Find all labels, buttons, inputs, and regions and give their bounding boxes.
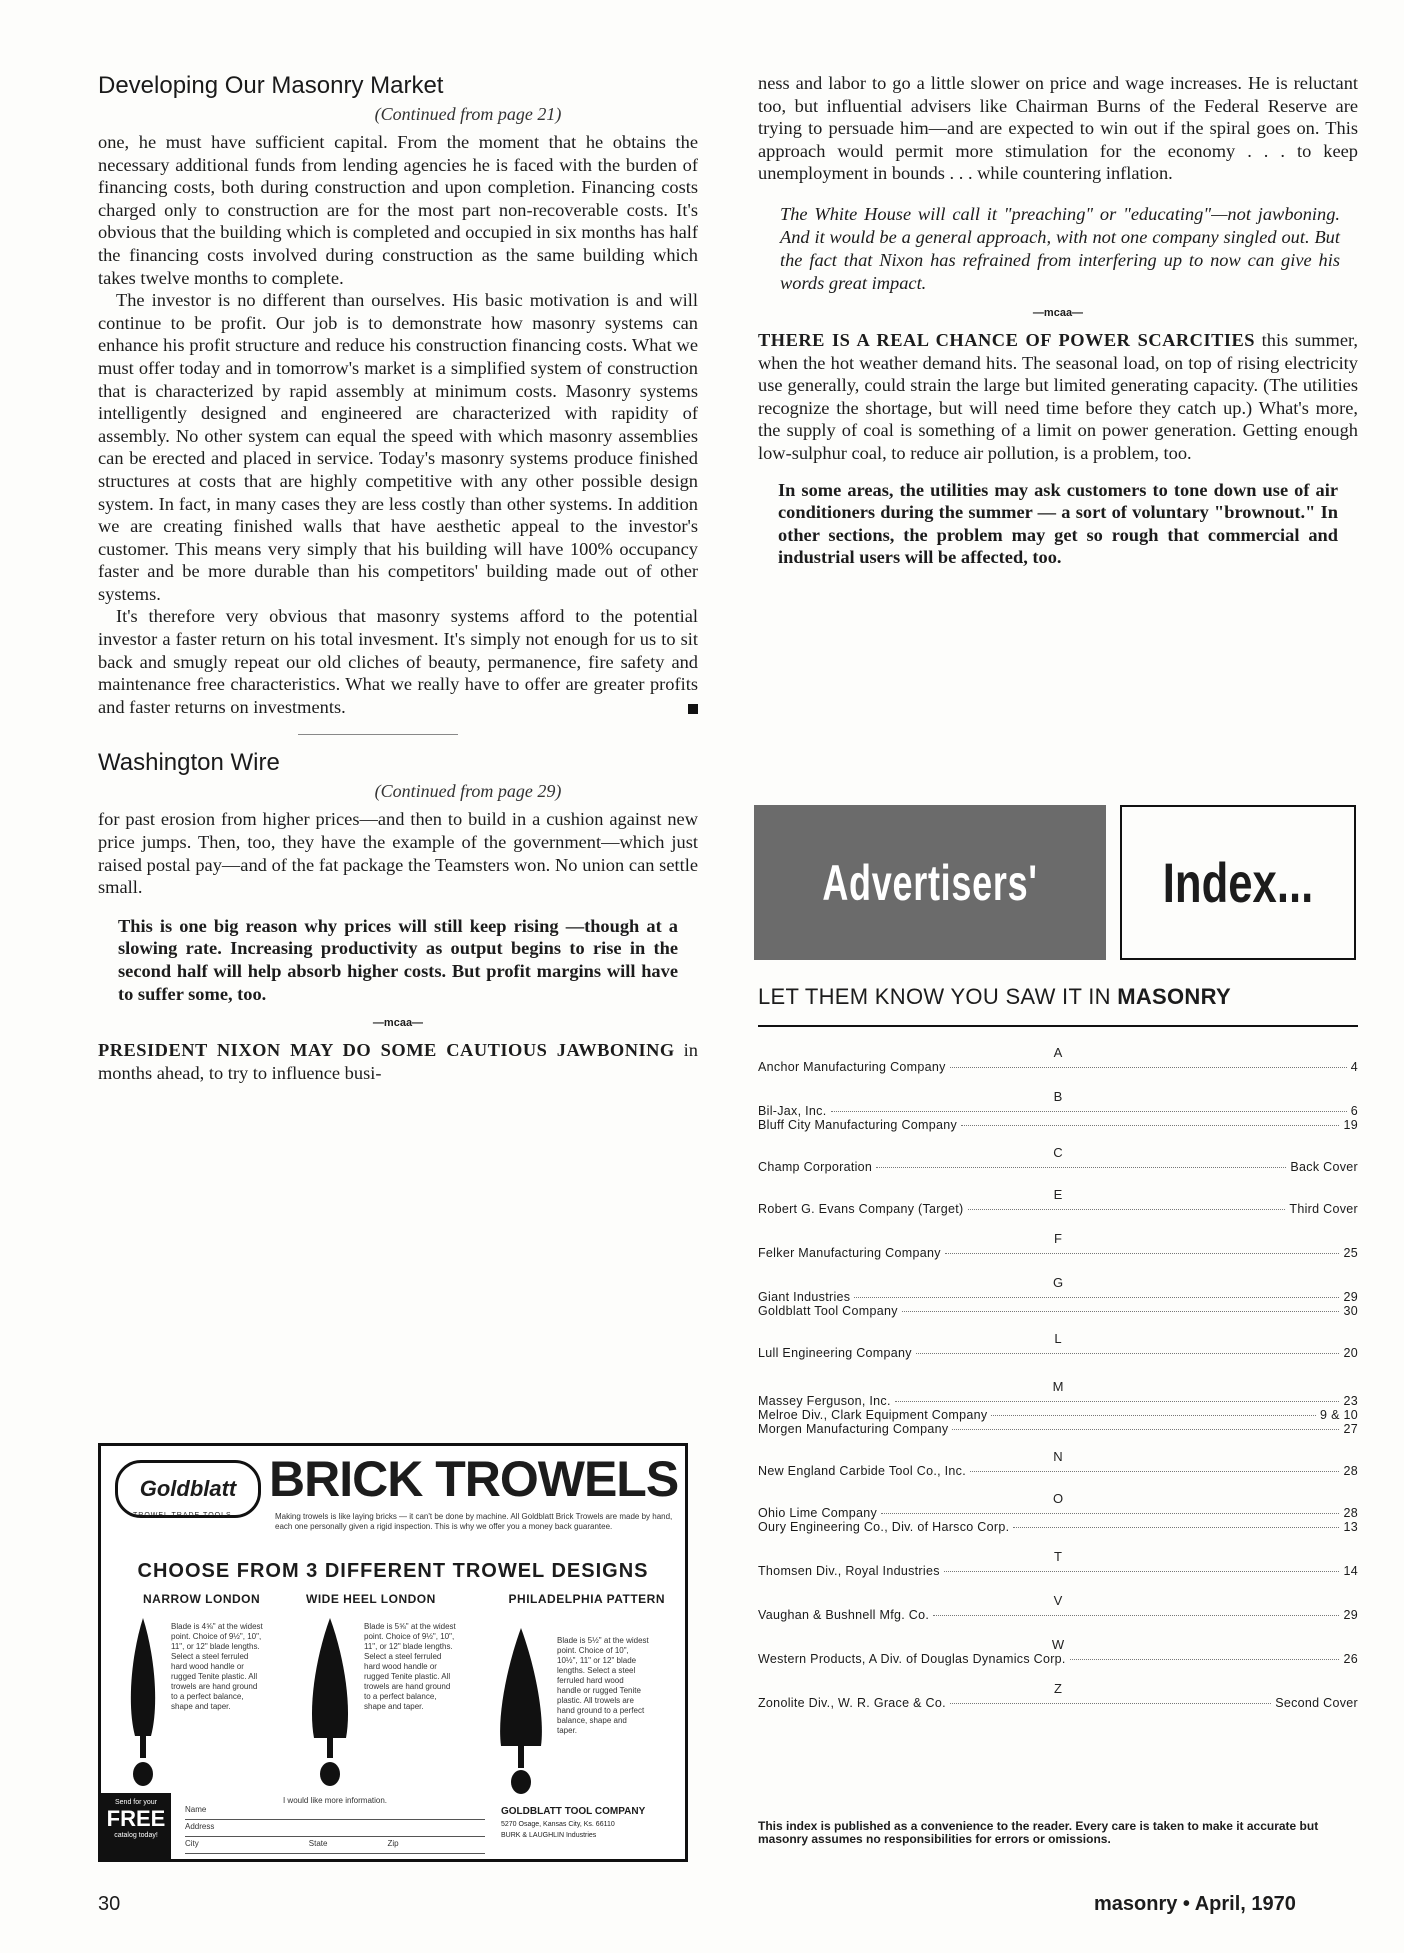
leader-dots: [950, 1067, 1347, 1068]
page-reference: 30: [1343, 1304, 1358, 1318]
index-group-w: [758, 1638, 1358, 1666]
index-entry: [758, 1652, 1358, 1666]
advertiser-name: Felker Manufacturing Company: [758, 1246, 941, 1260]
paragraph: The investor is no different than ourselves. His basic motivation is and will continue to be profit. Our job is to demonstrate how masonry systems can enhance his profit structure and reduce his construction financing costs. What we must offer today and in tomorrow's market is a simplified system of construction that is characterized by rapid assembly at minimum costs. Masonry systems intelligently designed and engineered are characterized with rapidity of assembly. No other system can equal the speed with which masonry assemblies can be erected and placed in service. Today's masonry systems produce finished structures at costs that are highly competitive with any other possible design system. In fact, in many cases they are less costly than other systems. In addition we are creating finished walls that have aesthetic appeal to the investor's customer. This means very simply that his building will have 100% occupancy faster and be more durable than his competitors' building made out of other systems.: [98, 290, 698, 604]
trowel-design-wide-heel-london: [306, 1592, 486, 1711]
leader-dots: [1013, 1527, 1339, 1528]
advertisers-index-list: [758, 1046, 1358, 1726]
index-letter: T: [1054, 1549, 1062, 1564]
advertiser-name: Bluff City Manufacturing Company: [758, 1118, 958, 1132]
page-reference: 13: [1343, 1520, 1358, 1534]
free-top-text: Send for your: [114, 1799, 158, 1806]
address-field[interactable]: [185, 1822, 485, 1837]
field-label: Address: [185, 1822, 215, 1831]
index-entry: [758, 1246, 1358, 1260]
design-name: NARROW LONDON: [143, 1592, 261, 1606]
index-letter: B: [1053, 1089, 1063, 1104]
index-box-text: Index...: [1162, 851, 1314, 914]
index-box: [1120, 805, 1356, 960]
free-bottom-text: catalog today!: [114, 1832, 158, 1839]
page-reference: Back Cover: [1290, 1160, 1358, 1174]
index-entry: [758, 1422, 1358, 1436]
field-label: City: [185, 1839, 199, 1848]
advertiser-name: Thomsen Div., Royal Industries: [758, 1564, 940, 1578]
page-reference: 4: [1350, 1060, 1358, 1074]
index-group-m: [758, 1380, 1358, 1436]
index-entry: [758, 1202, 1358, 1216]
let-them-bold: MASONRY: [1117, 984, 1231, 1009]
company-address: 5270 Osage, Kansas City, Ks. 66110: [501, 1821, 615, 1828]
left-column: [98, 72, 698, 1084]
index-entry: [758, 1118, 1358, 1132]
index-letter: A: [1053, 1045, 1063, 1060]
index-entry: [758, 1060, 1358, 1074]
page-reference: 29: [1343, 1608, 1358, 1622]
index-group-n: [758, 1450, 1358, 1478]
advertiser-name: Champ Corporation: [758, 1160, 873, 1174]
advertisers-banner: [754, 805, 1106, 960]
city-state-zip-field[interactable]: [185, 1839, 485, 1854]
bold-callout: This is one big reason why prices will still keep rising —though at a slowing rate. Increasing productivity as output begins to rise in the second half will help absorb higher costs. But profit margins will have to suffer some, too.: [118, 915, 678, 1004]
leader-dots: [1070, 1659, 1340, 1660]
goldblatt-advertisement: [98, 1443, 688, 1862]
leader-dots: [933, 1615, 1339, 1616]
page-reference: 19: [1343, 1118, 1358, 1132]
page-reference: 20: [1343, 1346, 1358, 1360]
advertiser-name: Oury Engineering Co., Div. of Harsco Corp.: [758, 1520, 1010, 1534]
logo-subtitle: TROWEL TRADE TOOLS: [133, 1512, 232, 1519]
index-letter: G: [1052, 1275, 1064, 1290]
index-group-z: [758, 1682, 1358, 1710]
paragraph-text: in months ahead, to try to influence busi-: [98, 1040, 698, 1083]
advertiser-name: Anchor Manufacturing Company: [758, 1060, 946, 1074]
ad-intro-text: Making trowels is like laying bricks — it can't be done by machine. All Goldblatt Brick Trowels are made by hand, each one personally given a rigid inspection. This is why we offer you a money back guarantee.: [275, 1512, 673, 1531]
bold-callout: In some areas, the utilities may ask customers to tone down use of air conditioners during the summer — a sort of voluntary "brownout." In other sections, the problem may get so rough that commercial and industrial users will be affected, too.: [778, 479, 1338, 568]
index-letter: W: [1051, 1637, 1065, 1652]
design-description: Blade is 4⅝" at the widest point. Choice of 9½", 10", 11", or 12" blade lengths. Select a steel ferruled hard wood handle or rugged Tenite plastic. All trowels are hand ground to a perfect balance, shape and taper.: [171, 1622, 263, 1711]
leader-dots: [950, 1703, 1271, 1704]
page-number: 30: [98, 1893, 121, 1915]
continued-note: (Continued from page 29): [374, 781, 562, 802]
divider: [298, 734, 458, 735]
trowel-design-narrow-london: [119, 1592, 299, 1711]
design-name: WIDE HEEL LONDON: [306, 1592, 436, 1606]
field-label: Zip: [387, 1839, 399, 1848]
end-mark-icon: [688, 704, 698, 714]
index-group-o: [758, 1492, 1358, 1534]
index-group-e: [758, 1188, 1358, 1216]
page-reference: 26: [1343, 1652, 1358, 1666]
trowel-icon: [495, 1626, 547, 1796]
trowel-design-philadelphia: [489, 1592, 669, 1735]
italic-callout: The White House will call it "preaching" or "educating"—not jawboning. And it would be a general approach, with not one company singled out. But the fact that Nixon has refrained from interfering up to now can give his words great impact.: [780, 203, 1340, 293]
paragraph-text: this summer, when the hot weather demand hits. The seasonal load, on top of rising electricity use generally, could strain the large but limited generating capacity. (The utilities recognize the shortage, but will need time before they catch up.) What's more, the supply of coal is something of a limit on power generation. Getting enough low-sulphur coal, to reduce air pollution, is a problem, too.: [758, 329, 1358, 463]
separator-mcaa: —mcaa—: [1032, 306, 1084, 319]
advertiser-name: Giant Industries: [758, 1290, 851, 1304]
index-entry: [758, 1408, 1358, 1422]
advertiser-name: Morgen Manufacturing Company: [758, 1422, 949, 1436]
advertiser-name: Lull Engineering Company: [758, 1346, 912, 1360]
free-catalog-badge[interactable]: [101, 1793, 171, 1859]
banner-text: Advertisers': [822, 854, 1038, 911]
index-letter: M: [1052, 1379, 1064, 1394]
leader-dots: [854, 1297, 1339, 1298]
design-description: Blade is 5⅝" at the widest point. Choice of 9½", 10", 11", or 12" blade lengths. Select a steel ferruled hard wood handle or rugged Tenite plastic. All trowels are hand ground to a perfect balance, shape and taper.: [364, 1622, 456, 1711]
index-disclaimer: This index is published as a convenience to the reader. Every care is taken to make it accurate but masonry assumes no responsibilities for errors or omissions.: [758, 1819, 1319, 1846]
advertiser-name: Ohio Lime Company: [758, 1506, 878, 1520]
index-group-l: [758, 1332, 1358, 1360]
index-letter: V: [1053, 1593, 1063, 1608]
advertiser-name: Melroe Div., Clark Equipment Company: [758, 1408, 988, 1422]
leader-dots: [881, 1513, 1339, 1514]
index-entry: [758, 1608, 1358, 1622]
page-reference: 6: [1350, 1104, 1358, 1118]
advertiser-name: Goldblatt Tool Company: [758, 1304, 898, 1318]
index-entry: [758, 1696, 1358, 1710]
article-heading-masonry: Developing Our Masonry Market: [98, 72, 444, 99]
index-letter: F: [1054, 1231, 1062, 1246]
index-group-a: [758, 1046, 1358, 1074]
company-info: [501, 1806, 681, 1839]
index-group-t: [758, 1550, 1358, 1578]
index-entry: [758, 1464, 1358, 1478]
continued-note: (Continued from page 21): [374, 104, 562, 124]
footer-masthead: masonry • April, 1970: [1094, 1893, 1296, 1915]
page-reference: 28: [1343, 1464, 1358, 1478]
leader-dots: [961, 1125, 1339, 1126]
paragraph: [98, 605, 698, 718]
page-reference: 23: [1343, 1394, 1358, 1408]
advertiser-name: Zonolite Div., W. R. Grace & Co.: [758, 1696, 946, 1710]
index-entry: [758, 1160, 1358, 1174]
field-label: State: [308, 1839, 328, 1848]
ad-choose-heading: CHOOSE FROM 3 DIFFERENT TROWEL DESIGNS: [137, 1560, 649, 1582]
index-entry: [758, 1290, 1358, 1304]
leader-dots: [876, 1167, 1286, 1168]
index-entry: [758, 1394, 1358, 1408]
index-group-v: [758, 1594, 1358, 1622]
leader-dots: [944, 1571, 1340, 1572]
page-reference: 14: [1343, 1564, 1358, 1578]
index-letter: C: [1053, 1145, 1063, 1160]
index-group-b: [758, 1090, 1358, 1132]
advertiser-name: Massey Ferguson, Inc.: [758, 1394, 891, 1408]
trowel-icon: [306, 1616, 354, 1786]
leader-dots: [991, 1415, 1316, 1416]
paragraph: ness and labor to go a little slower on price and wage increases. He is reluctant too, but influential advisers like Chairman Burns of the Federal Reserve are trying to persuade him—and are expected to win out if the spiral goes on. This approach would permit more stimulation for the economy . . . to keep unemployment in bounds . . . while countering inflation.: [758, 73, 1358, 184]
let-them-text: LET THEM KNOW YOU SAW IT IN: [758, 984, 1118, 1009]
design-description: Blade is 5½" at the widest point. Choice of 10", 10½", 11" or 12" blade lengths. Select a steel ferruled hard wood handle or rugged Tenite plastic. All trowels are hand ground to a perfect balance, shape and taper.: [557, 1636, 649, 1735]
index-entry: [758, 1564, 1358, 1578]
index-group-f: [758, 1232, 1358, 1260]
index-rule: [758, 1025, 1358, 1027]
leader-dots: [902, 1311, 1340, 1312]
advertiser-name: Vaughan & Bushnell Mfg. Co.: [758, 1608, 930, 1622]
leader-dots: [895, 1401, 1340, 1402]
goldblatt-logo: Goldblatt: [115, 1460, 261, 1518]
advertiser-name: Bil-Jax, Inc.: [758, 1104, 827, 1118]
index-entry: [758, 1506, 1358, 1520]
leader-dots: [970, 1471, 1339, 1472]
index-entry: [758, 1104, 1358, 1118]
advertiser-name: Western Products, A Div. of Douglas Dynamics Corp.: [758, 1652, 1066, 1666]
page-reference: 28: [1343, 1506, 1358, 1520]
page-reference: 9 & 10: [1320, 1408, 1358, 1422]
form-title: I would like more information.: [282, 1796, 388, 1805]
leader-dots: [916, 1353, 1340, 1354]
leader-dots: [945, 1253, 1340, 1254]
article-heading-washington: Washington Wire: [98, 749, 280, 777]
mail-in-form: [185, 1796, 485, 1856]
design-name: PHILADELPHIA PATTERN: [508, 1592, 665, 1606]
advertiser-name: New England Carbide Tool Co., Inc.: [758, 1464, 966, 1478]
index-letter: L: [1054, 1331, 1062, 1346]
name-field[interactable]: [185, 1805, 485, 1820]
index-entry: [758, 1346, 1358, 1360]
lead-caps: PRESIDENT NIXON MAY DO SOME CAUTIOUS JAWBONING: [98, 1040, 675, 1061]
trowel-icon: [123, 1616, 163, 1786]
index-letter: Z: [1054, 1681, 1062, 1696]
ad-title: BRICK TROWELS: [269, 1451, 679, 1507]
index-entry: [758, 1304, 1358, 1318]
right-column: [758, 72, 1358, 569]
paragraph: one, he must have sufficient capital. From the moment that he obtains the necessary additional funds from lending agencies he is faced with the burden of financing costs, both during construction and upon completion. Financing costs charged only to construction are for the most part non-recoverable costs. It's obvious that the building which is completed and occupied in six months has half the financing costs involved during construction as the same building which takes twelve months to complete.: [98, 132, 698, 288]
index-letter: O: [1052, 1491, 1064, 1506]
advertiser-name: Robert G. Evans Company (Target): [758, 1202, 964, 1216]
paragraph: for past erosion from higher prices—and then to build in a cushion against new price jumps. Then, too, they have the example of the government—which just raised postal pay—and of the fat package the Teamsters won. No union can settle small.: [98, 809, 698, 898]
company-name: GOLDBLATT TOOL COMPANY: [501, 1806, 646, 1817]
leader-dots: [968, 1209, 1286, 1210]
separator-mcaa: —mcaa—: [372, 1017, 424, 1030]
page-reference: 25: [1343, 1246, 1358, 1260]
paragraph: [758, 329, 1358, 465]
index-letter: N: [1053, 1449, 1063, 1464]
company-parent: BURK & LAUGHLIN Industries: [501, 1832, 597, 1839]
leader-dots: [952, 1429, 1339, 1430]
page-reference: 27: [1343, 1422, 1358, 1436]
index-group-g: [758, 1276, 1358, 1318]
index-letter: E: [1053, 1187, 1063, 1202]
index-entry: [758, 1520, 1358, 1534]
free-text: FREE: [106, 1806, 166, 1831]
field-label: Name: [185, 1805, 207, 1814]
paragraph-text: It's therefore very obvious that masonry systems afford to the potential investor a faster return on his total invesment. It's simply not enough for us to sit back and smugly repeat our old cliches of beauty, permanence, fire safety and maintenance free characteristics. What we really have to offer are greater profits and faster returns on investments.: [98, 606, 698, 717]
page-reference: Third Cover: [1289, 1202, 1358, 1216]
lead-caps: THERE IS A REAL CHANCE OF POWER SCARCITIES: [758, 329, 1256, 350]
let-them-know: [758, 984, 1358, 1010]
index-group-c: [758, 1146, 1358, 1174]
page-reference: Second Cover: [1275, 1696, 1358, 1710]
page-reference: 29: [1343, 1290, 1358, 1304]
paragraph: [98, 1039, 698, 1084]
leader-dots: [831, 1111, 1347, 1112]
